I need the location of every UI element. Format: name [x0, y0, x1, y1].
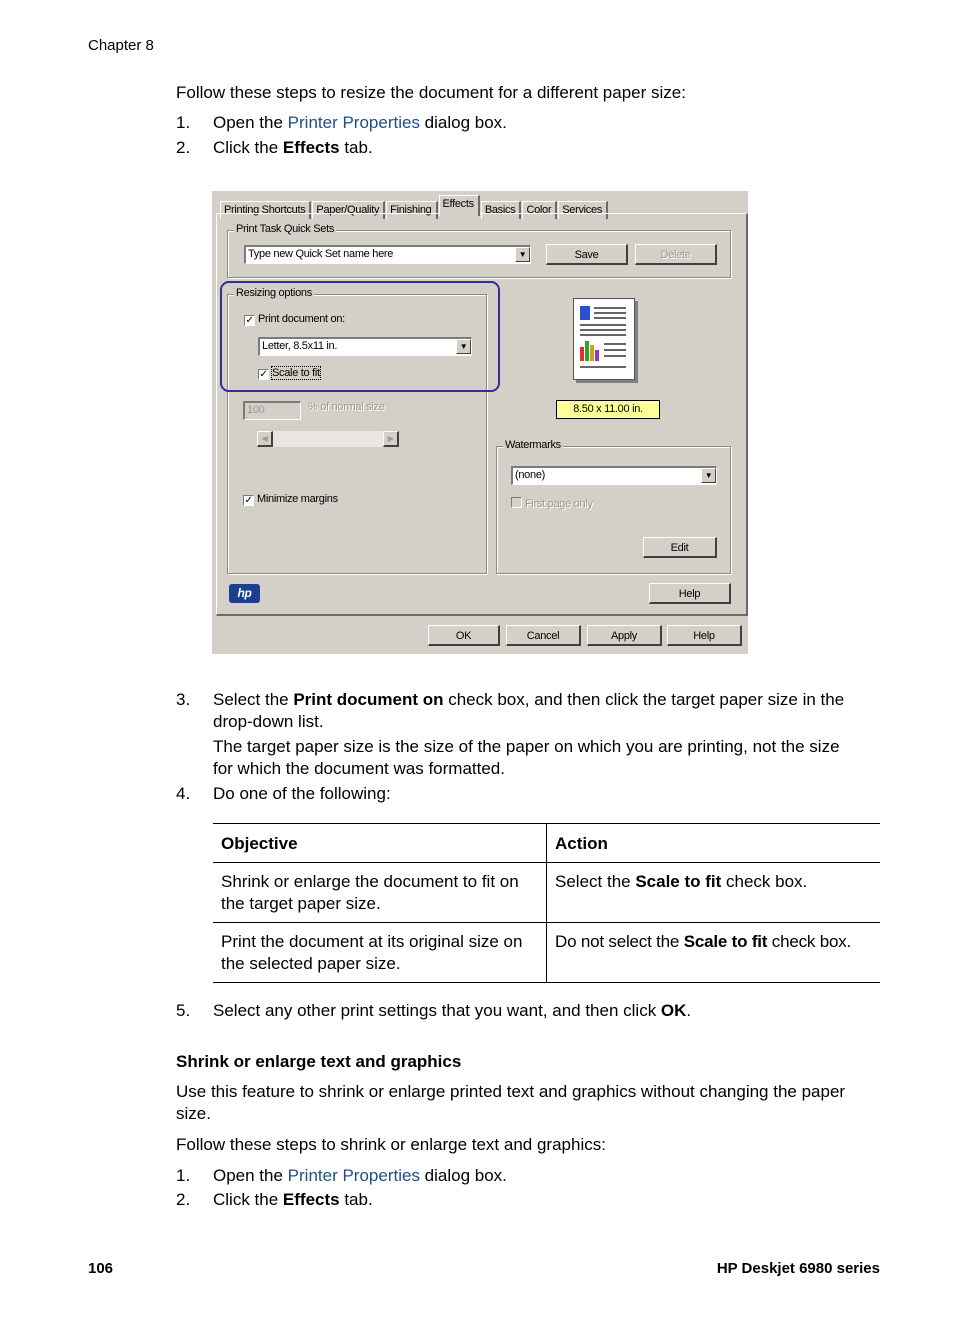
product-name: HP Deskjet 6980 series — [716, 1260, 880, 1277]
step-number: 1. — [176, 1166, 191, 1185]
minimize-margins-label: Minimize margins — [257, 493, 338, 505]
action-header: Action — [547, 824, 881, 863]
printer-properties-link[interactable]: Printer Properties — [287, 1166, 420, 1185]
preview-line — [580, 366, 626, 368]
tab-paper-quality[interactable]: Paper/Quality — [312, 201, 385, 219]
help-button[interactable]: Help — [667, 625, 742, 646]
page-preview-icon — [573, 298, 635, 380]
step-3-note-line1: The target paper size is the size of the paper on which you are printing, not the size — [213, 737, 840, 756]
section-paragraph-line1: Use this feature to shrink or enlarge printed text and graphics without changing the paper — [176, 1082, 846, 1101]
step-1: Open the Printer Properties dialog box. — [213, 113, 507, 132]
edit-button[interactable]: Edit — [643, 537, 717, 558]
table-row — [213, 863, 880, 923]
slider-right-icon[interactable]: ▶ — [383, 431, 399, 447]
watermark-value: (none) — [515, 469, 545, 481]
print-document-on-label: Print document on: — [258, 313, 345, 325]
preview-logo-icon — [580, 306, 590, 320]
delete-button[interactable]: Delete — [635, 244, 717, 265]
table-row — [213, 923, 880, 983]
paper-size-badge: 8.50 x 11.00 in. — [556, 400, 660, 419]
section-paragraph-2: Follow these steps to shrink or enlarge text and graphics: — [176, 1135, 606, 1154]
section-paragraph-line2: size. — [176, 1104, 211, 1123]
step-number: 1. — [176, 113, 191, 132]
step-2b: Click the Effects tab. — [213, 1190, 373, 1209]
chapter-header: Chapter 8 — [88, 37, 154, 54]
checkmark-icon: ✓ — [259, 369, 268, 380]
step-number: 3. — [176, 690, 191, 709]
percent-slider[interactable] — [257, 431, 399, 447]
preview-line — [594, 312, 626, 314]
dropdown-arrow-icon[interactable]: ▼ — [515, 247, 530, 262]
intro-paragraph: Follow these steps to resize the document for a different paper size: — [176, 83, 686, 102]
checkbox-icon — [511, 497, 522, 508]
printer-properties-link[interactable]: Printer Properties — [287, 113, 420, 132]
preview-bar — [590, 345, 594, 361]
objective-cell: Shrink or enlarge the document to fit on the target paper size. — [213, 863, 547, 923]
effects-panel — [216, 213, 748, 616]
scale-to-fit-label: Scale to fit — [272, 367, 320, 379]
step-3: Select the Print document on check box, and then click the target paper size in the — [213, 690, 845, 709]
tab-finishing[interactable]: Finishing — [386, 201, 437, 219]
quick-sets-label: Print Task Quick Sets — [236, 223, 335, 235]
action-cell: Do not select the Scale to fit check box. — [547, 923, 881, 983]
save-button[interactable]: Save — [546, 244, 628, 265]
tab-strip — [220, 195, 609, 215]
step-number: 2. — [176, 138, 191, 157]
step-3-note-line2: for which the document was formatted. — [213, 759, 505, 778]
action-cell: Select the Scale to fit check box. — [547, 863, 881, 923]
tab-effects[interactable]: Effects — [439, 195, 480, 216]
step-number: 4. — [176, 784, 191, 803]
table-header-row — [213, 824, 880, 863]
objective-action-table — [213, 823, 880, 983]
objective-cell: Print the document at its original size on the selected paper size. — [213, 923, 547, 983]
watermarks-group — [496, 439, 731, 574]
tab-color[interactable]: Color — [522, 201, 557, 219]
step-1b: Open the Printer Properties dialog box. — [213, 1166, 507, 1185]
preview-bar — [580, 347, 584, 361]
percent-label: % of normal size — [308, 401, 385, 413]
preview-line — [580, 334, 626, 336]
preview-bar — [595, 350, 599, 361]
preview-line — [604, 343, 626, 345]
step-4: Do one of the following: — [213, 784, 391, 803]
apply-button[interactable]: Apply — [587, 625, 662, 646]
tab-basics[interactable]: Basics — [481, 201, 522, 219]
paper-size-value: Letter, 8.5x11 in. — [262, 340, 338, 352]
first-page-only-checkbox[interactable] — [511, 497, 593, 510]
preview-line — [604, 349, 626, 351]
preview-line — [594, 317, 626, 319]
printer-properties-dialog — [212, 191, 748, 654]
tab-printing-shortcuts[interactable]: Printing Shortcuts — [220, 201, 311, 219]
preview-line — [604, 355, 626, 357]
step-number: 5. — [176, 1001, 191, 1020]
minimize-margins-checkbox[interactable] — [243, 493, 338, 506]
quick-set-value: Type new Quick Set name here — [248, 248, 394, 260]
page-number: 106 — [88, 1260, 114, 1277]
first-page-only-label: First page only — [525, 498, 593, 510]
watermark-combo[interactable] — [511, 466, 717, 485]
dropdown-arrow-icon[interactable]: ▼ — [701, 468, 716, 483]
section-heading: Shrink or enlarge text and graphics — [176, 1052, 462, 1071]
checkmark-icon: ✓ — [244, 495, 253, 506]
preview-line — [580, 324, 626, 326]
preview-line — [594, 307, 626, 309]
tab-services[interactable]: Services — [558, 201, 608, 219]
preview-line — [580, 329, 626, 331]
watermarks-label: Watermarks — [505, 439, 561, 451]
quick-sets-group — [227, 223, 731, 278]
preview-bar — [585, 341, 589, 361]
percent-input[interactable]: 100 — [243, 401, 301, 420]
ok-button[interactable]: OK — [428, 625, 500, 646]
quick-set-combo[interactable] — [244, 245, 531, 264]
hp-logo-icon: hp — [229, 584, 260, 603]
step-2: Click the Effects tab. — [213, 138, 373, 157]
highlight-outline — [220, 281, 500, 392]
objective-header: Objective — [213, 824, 547, 863]
resizing-options-label: Resizing options — [236, 287, 312, 299]
checkmark-icon: ✓ — [245, 315, 254, 326]
help-inner-button[interactable]: Help — [649, 583, 731, 604]
step-5: Select any other print settings that you want, and then click OK. — [213, 1001, 692, 1020]
step-3-line2: drop-down list. — [213, 712, 324, 731]
cancel-button[interactable]: Cancel — [506, 625, 581, 646]
step-number: 2. — [176, 1190, 191, 1209]
dropdown-arrow-icon[interactable]: ▼ — [456, 339, 471, 354]
slider-left-icon[interactable]: ◀ — [257, 431, 273, 447]
